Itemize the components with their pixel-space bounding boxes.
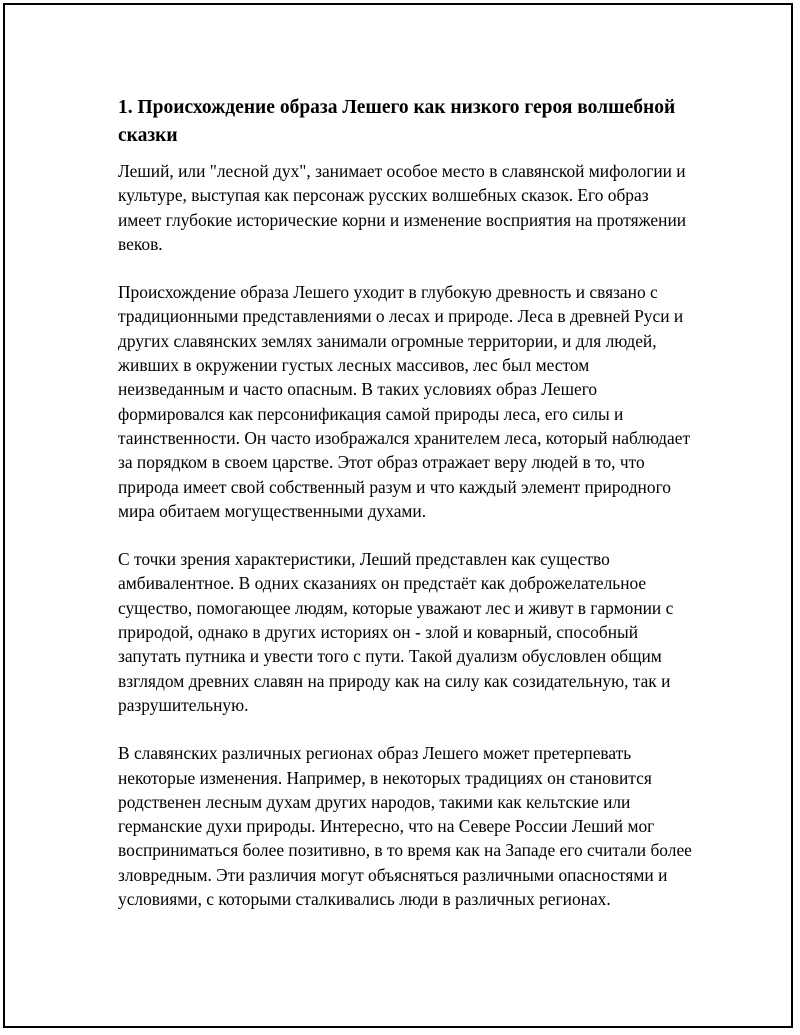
section-heading: 1. Происхождение образа Лешего как низкого героя волшебной сказки bbox=[118, 97, 676, 146]
paragraph-origin: Происхождение образа Лешего уходит в глубокую древность и связано с традиционными представлениями о лесах и природе. Леса в древней Руси и других славянских землях занимали огромные территории, и для людей, живших в окружении густых лесных массивов, лес был местом неизведанным и часто опасным. В таких условиях образ Лешего формировался как персонификация самой природы леса, его силы и таинственности. Он часто изображался хранителем леса, который наблюдает за порядком в своем царстве. Этот образ отражает веру людей в то, что природа имеет свой собственный разум и что каждый элемент природного мира обитаем могущественными духами. bbox=[118, 282, 691, 521]
paragraph-intro: Леший, или "лесной дух", занимает особое место в славянской мифологии и культуре, выступая как персонаж русских волшебных сказок. Его образ имеет глубокие исторические корни и изменение восприятия на протяжении веков. bbox=[118, 161, 687, 254]
paragraph-regions: В славянских различных регионах образ Лешего может претерпевать некоторые изменения. Например, в некоторых традициях он становится родственен лесным духам других народов, такими как кельтские или германские духи природы. Интересно, что на Севере России Леший мог восприниматься более позитивно, в то время как на Западе его считали более зловредным. Эти различия могут объясняться различными опасностями и условиями, с которыми сталкивались люди в различных регионах. bbox=[118, 743, 692, 910]
paragraph-characteristics: С точки зрения характеристики, Леший представлен как существо амбивалентное. В одних сказаниях он предстаёт как доброжелательное существо, помогающее людям, которые уважают лес и живут в гармонии с природой, однако в других историях он - злой и коварный, способный запутать путника и увести того с пути. Такой дуализм обусловлен общим взглядом древних славян на природу как на силу как созидательную, так и разрушительную. bbox=[118, 549, 674, 715]
document-body bbox=[118, 94, 696, 935]
